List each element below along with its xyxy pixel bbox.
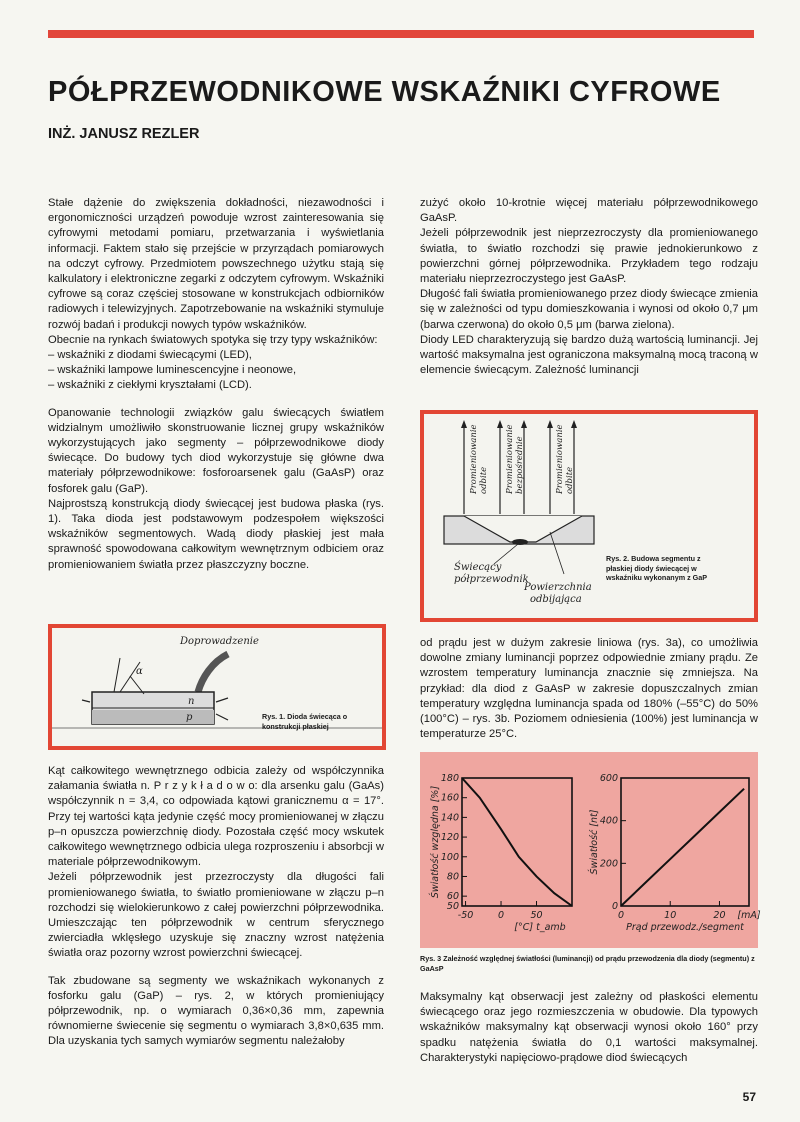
paragraph: Stałe dążenie do zwiększenia dokładności, niezawodności i ergonomiczności urządzeń powoduje wzrost zainteresowania się cyfrowymi metodami pomiaru, przetwarzania i wyświetlania informacji. Faktem stało się przejście w przyrządach pomiarowych na odczyt cyfrowy. Przedmiotem powszechnego użytku stają się kalkulatory i elektroniczne zegarki z odczytem cyfrowym. Wskaźniki cyfrowe są coraz częściej stosowane w konstrukcjach odbiorników radiowych i telewizyjnych. Zapotrzebowanie na wskaźniki stymuluje rozwój badań i produkcji nowych typów wskaźników.	[48, 197, 384, 331]
page-number: 57	[742, 1090, 756, 1104]
figure-2-caption: Rys. 2. Budowa segmentu z płaskiej diody świecącej w wskaźniku wykonanym z GaP	[606, 554, 708, 582]
label-led-1: Świecący	[454, 562, 502, 573]
y-tick-label: 60	[446, 891, 459, 903]
label-ray-reflected-1: Promieniowanie	[469, 424, 479, 494]
figure-1-caption: Rys. 1. Dioda świecąca o konstrukcji płaskiej	[262, 712, 348, 731]
y-tick-label: 160	[440, 792, 459, 804]
y-tick-label: 180	[440, 773, 459, 784]
label-led-2: półprzewodnik	[454, 574, 529, 585]
paragraph: zużyć około 10-krotnie więcej materiału półprzewodnikowego GaAsP.	[420, 197, 758, 225]
x-tick-label: 0	[617, 910, 625, 921]
x-tick-label: -50	[457, 910, 474, 921]
right-column-bottom	[420, 990, 758, 1066]
label-surface-1: Powierzchnia	[524, 582, 592, 593]
figure-3	[420, 752, 761, 948]
paragraph: Diody LED charakteryzują się bardzo dużą wartością luminancji. Jej wartość maksymalna jest ograniczona maksymalną mocą traconą w elemencie świecącym. Zależność luminancji	[420, 333, 758, 377]
label-ray-direct: Promieniowanie	[505, 424, 515, 494]
figure-3-caption: Rys. 3 Zależność względnej światłości (luminancji) od prądu przewodzenia dla diody (segmentu) z GaAsP	[420, 954, 755, 973]
paragraph: Długość fali światła promieniowanego przez diody świecące zmienia się w zależności od typu domieszkowania i wynosi od około 0,7 μm (barwa czerwona) do około 0,5 μm (barwa zielona).	[420, 288, 758, 331]
paragraph: Najprostszą konstrukcją diody świecącej jest budowa płaska (rys. 1). Taka dioda jest podstawowym podzespołem większości wskaźników segmentowych. Wadą diody płaskiej jest mała sprawność spowodowana całkowitym wewnętrznym odbiciem oraz promieniowaniem światła przez płaszczyzny boczne.	[48, 497, 384, 571]
figure-1	[48, 624, 386, 750]
paragraph: od prądu jest w dużym zakresie liniowa (rys. 3a), co umożliwia dowolne zmiany luminancji poprzez odpowiednie zmiany prądu. Ze wzrostem temperatury luminancja znacznie się zmniejsza. Na przykład: dla diod z GaAsP w zakresie dopuszczalnych zmian temperatury względna luminancja spada od 180% (–55°C) do 50% (100°C) – rys. 3b. Poziomem odniesienia (100%) jest luminancja w temperaturze 25°C.	[420, 637, 758, 741]
label-ray-reflected-2b: odbite	[565, 466, 575, 494]
chart-temperature	[420, 752, 585, 948]
label-p: p	[186, 712, 193, 723]
y-tick-label: 600	[599, 773, 618, 784]
x-tick-label: 20	[713, 910, 726, 921]
y-axis-label: Światłość [nt]	[589, 809, 600, 875]
x-tick-label: 0	[498, 910, 505, 921]
x-tick-label: 50	[530, 910, 543, 921]
x-axis-label: Prąd przewodz./segment	[626, 922, 744, 933]
y-tick-label: 200	[599, 858, 618, 870]
list-item: – wskaźniki z diodami świecącymi (LED),	[48, 349, 252, 362]
series-line	[462, 778, 572, 906]
left-column-bottom	[48, 764, 384, 1050]
segment-diagram	[424, 414, 754, 618]
right-column-top	[420, 196, 758, 378]
paragraph: Jeżeli półprzewodnik jest nieprzezroczysty dla promieniowanego światła, to światło rozchodzi się prawie jednokierunkowo z powierzchni górnej półprzewodnika. Przykładem tego rodzaju materiału nieprzezroczystego jest GaAsP.	[420, 227, 758, 286]
article-author: INŻ. JANUSZ REZLER	[48, 126, 200, 142]
paragraph: Obecnie na rynkach światowych spotyka się trzy typy wskaźników:	[48, 333, 378, 346]
label-surface-2: odbijająca	[530, 594, 582, 605]
series-line	[621, 789, 744, 906]
left-column-top	[48, 196, 384, 573]
x-tick-label: 10	[664, 910, 677, 921]
label-lead: Doprowadzenie	[180, 636, 259, 647]
paragraph: Kąt całkowitego wewnętrznego odbicia zależy od współczynnika załamania światła n. P r z y k ł a d o w o: dla arsenku galu (GaAs) współczynnik n = 3,4, co odpowiada kątowi granicznemu α = 17°. Przy tej wartości kąta jedynie część mocy promieniowanej w złączu p–n opuszcza powierzchnię diody. Pozostała część mocy wskutek całkowitego wewnętrznego odbicia ulega rozproszeniu i absorbcji w materiale półprzewodnikowym.	[48, 765, 384, 869]
y-axis-label: Światłość względna [%]	[430, 785, 441, 899]
label-alpha: α	[136, 666, 143, 677]
top-accent-bar	[48, 30, 754, 38]
paragraph: Maksymalny kąt obserwacji jest zależny od płaskości elementu świecącego oraz jego rozmieszczenia w obudowie. Dla typowych wskaźników maksymalny kąt obserwacji wynosi około 160° przy spadku natężenia światła do 0,1 wartości maksymalnej. Charakterystyki napięciowo-prądowe diod świecących	[420, 991, 758, 1064]
y-tick-label: 140	[440, 812, 459, 824]
paragraph: Jeżeli półprzewodnik jest przezroczysty dla długości fali promieniowanego światła, to światło promieniowane w złączu p–n rozchodzi się wielokierunkowo z całej powierzchni półprzewodnika. Umieszczając ten półprzewodnik w centrum sferycznego zwierciadła wklęsłego uzyskuje się znaczny wzrost natężenia światła oraz pozorny wzrost powierzchni świecącej.	[48, 871, 384, 960]
x-axis-label: [°C] t_amb	[514, 922, 566, 933]
label-ray-direct-b: bezpośrednie	[515, 436, 525, 494]
label-ray-reflected-2: Promieniowanie	[555, 424, 565, 494]
y-tick-label: 0	[611, 901, 618, 912]
y-tick-label: 80	[446, 871, 459, 883]
x-tick-label: [mA]	[737, 910, 761, 921]
list-item: – wskaźniki lampowe luminescencyjne i neonowe,	[48, 364, 297, 377]
article-title: PÓŁPRZEWODNIKOWE WSKAŹNIKI CYFROWE	[48, 76, 721, 108]
y-tick-label: 400	[599, 815, 618, 827]
list-item: – wskaźniki z ciekłymi kryształami (LCD).	[48, 379, 252, 392]
figure-2	[420, 410, 758, 622]
right-column-middle	[420, 636, 758, 742]
y-tick-label: 120	[440, 832, 459, 844]
paragraph: Tak zbudowane są segmenty we wskaźnikach wykonanych z fosforku galu (GaP) – rys. 2, w których promieniujący półprzewodnik, np. o wymiarach 0,36×0,36 mm, zapewnia równomierne świecenie się segmentu o wymiarach 3,8×0,635 mm. Dla uzyskania tych samych wymiarów segmentu należałoby	[48, 974, 384, 1048]
label-ray-reflected-1b: odbite	[479, 466, 489, 494]
y-tick-label: 100	[440, 851, 459, 863]
y-tick-label: 50	[446, 901, 459, 912]
chart-current	[585, 752, 761, 948]
paragraph: Opanowanie technologii związków galu świecących światłem widzialnym umożliwiło skonstruowanie licznej grupy wskaźników wykorzystujących jako segmenty – półprzewodnikowe diody świecące. Do budowy tych diod wykorzystuje się główne dwa materiały półprzewodnikowe: fosforoarsenek galu (GaAsP) oraz fosforek galu (GaP).	[48, 406, 384, 495]
indicator-type-list	[48, 348, 384, 394]
label-n: n	[188, 696, 195, 707]
